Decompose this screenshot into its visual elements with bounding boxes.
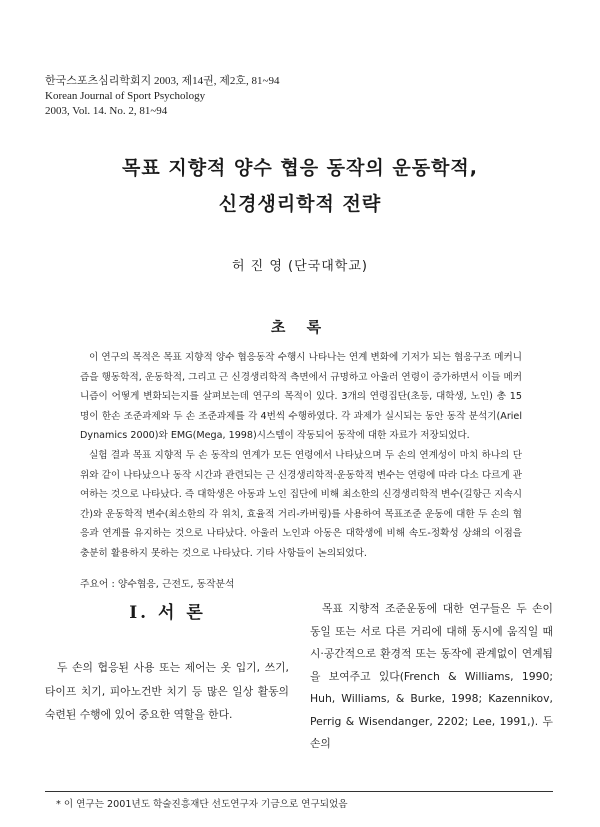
abstract-body — [80, 348, 522, 564]
journal-header — [45, 74, 279, 119]
paper-title — [0, 150, 600, 222]
abstract-paragraph-2: 실험 결과 목표 지향적 두 손 동작의 연계가 모든 연령에서 나타났으며 두 손의 연계성이 마치 하나의 단위와 같이 나타났으나 동작 시간과 관련되는 근 신경생리학적·운동학적 변수는 연령에 따라 다소 다르게 관여하는 것으로 나타났다. 즉 대학생은 아동과 노인 집단에 비해 최소한의 신경생리학적 변수(길항근 지속시간)와 운동학적 변수(최소한의 각 위치, 효율적 거리-카버링)를 사용하여 목표조준 운동에 대한 두 손의 협응과 연계를 유지하는 것으로 나타났다. 아울러 노인과 아동은 대학생에 비해 속도-정확성 상쇄의 이점을 충분히 활용하지 못하는 것으로 나타났다. 기타 사항들이 논의되었다. — [80, 449, 522, 559]
footnote: * 이 연구는 2001년도 학술진흥재단 선도연구자 기금으로 연구되었음 — [56, 799, 348, 810]
footnote-divider — [45, 791, 553, 792]
journal-header-korean: 한국스포츠심리학회지 2003, 제14권, 제2호, 81~94 — [45, 75, 280, 87]
journal-header-volume: 2003, Vol. 14. No. 2, 81~94 — [45, 105, 168, 117]
paper-title-line1: 목표 지향적 양수 협응 동작의 운동학적, — [122, 157, 478, 179]
keywords: 주요어 : 양수협응, 근전도, 동작분석 — [80, 579, 235, 590]
abstract-paragraph-1: 이 연구의 목적은 목표 지향적 양수 협응동작 수행시 나타나는 연계 변화에 기저가 되는 협응구조 메커니즘을 행동학적, 운동학적, 그리고 근 신경생리학적 측면에서 규명하고 아울러 연령이 증가하면서 이들 메커니즘이 어떻게 변화되는지를 살펴보는데 연구의 목적이 있다. 3개의 연령집단(초등, 대학생, 노인) 총 15명이 한손 조준과제와 두 손 조준과제를 각 4번씩 수행하였다. 각 과제가 실시되는 동안 동작 분석기(Ariel Dynamics 2000)와 EMG(Mega, 1998)시스템이 작동되어 동작에 대한 자료가 저장되었다. — [80, 352, 522, 442]
author-line: 허 진 영 (단국대학교) — [231, 259, 368, 274]
paper-title-line2: 신경생리학적 전략 — [218, 193, 382, 215]
section-heading-introduction: Ⅰ. 서 론 — [129, 603, 206, 623]
intro-right-column: 목표 지향적 조준운동에 대한 연구들은 두 손이 동일 또는 서로 다른 거리에 대해 동시에 움직일 때 시·공간적으로 환경적 또는 동작에 관계없이 연계됨을 보여주고 있다(French & Williams, 1990; Huh, Williams, & Burke, 1998; Kazennikov, Perrig & Wisendanger, 2202; Lee, 1991,). 두 손의 — [310, 602, 553, 750]
journal-header-english: Korean Journal of Sport Psychology — [45, 90, 206, 102]
abstract-heading: 초 록 — [270, 318, 330, 336]
intro-left-column: 두 손의 협응된 사용 또는 제어는 옷 입기, 쓰기, 타이프 치기, 피아노건반 치기 등 많은 일상 활동의 숙련된 수행에 있어 중요한 역할을 한다. — [45, 661, 289, 721]
